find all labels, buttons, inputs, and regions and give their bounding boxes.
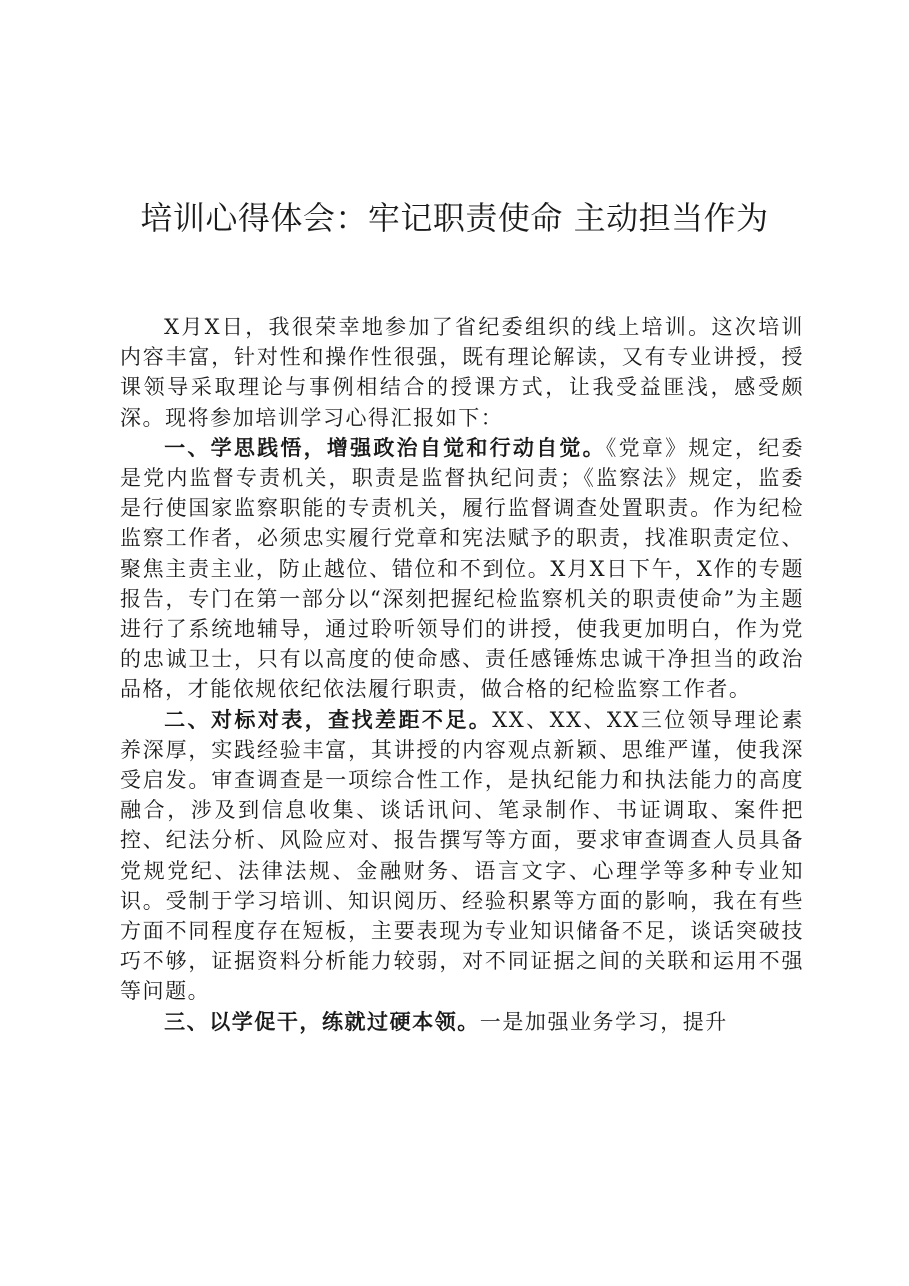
section-body-1: 《党章》规定，纪委是党内监督专责机关，职责是监督执纪问责；《监察法》规定，监委是行使国家监察职能的专责机关，履行监督调查处置职责。作为纪检监察工作者，必须忠实履行党章和宪法赋予的职责，找准职责定位、聚焦主责主业，防止越位、错位和不到位。X月X日下午，X作的专题报告，专门在第一部分以“深刻把握纪检监察机关的职责使命”为主题进行了系统地辅导，通过聆听领导们的讲授，使我更加明白，作为党的忠诚卫士，只有以高度的使命感、责任感锤炼忠诚干净担当的政治品格，才能依规依纪依法履行职责，做合格的纪检监察工作者。 <box>120 435 805 702</box>
section-heading-1: 一、学思践悟，增强政治自觉和行动自觉。 <box>164 434 606 460</box>
intro-paragraph: X月X日，我很荣幸地参加了省纪委组织的线上培训。这次培训内容丰富，针对性和操作性很强，既有理论解读，又有专业讲授，授课领导采取理论与事例相结合的授课方式，让我受益匪浅，感受颇深。现将参加培训学习心得汇报如下： <box>120 315 804 430</box>
document-title: 培训心得体会：牢记职责使命 主动担当作为 <box>140 199 769 237</box>
section-paragraph-2 <box>120 705 804 1007</box>
section-heading-3: 三、以学促干，练就过硬本领。 <box>164 1008 480 1034</box>
section-body-2: XX、XX、XX三位领导理论素养深厚，实践经验丰富，其讲授的内容观点新颖、思维严谨，使我深受启发。审查调查是一项综合性工作，是执纪能力和执法能力的高度融合，涉及到信息收集、谈话讯问、笔录制作、书证调取、案件把控、纪法分析、风险应对、报告撰写等方面，要求审查调查人员具备党规党纪、法律法规、金融财务、语言文字、心理学等多种专业知识。受制于学习培训、知识阅历、经验积累等方面的影响，我在有些方面不同程度存在短板，主要表现为专业知识储备不足，谈话突破技巧不够，证据资料分析能力较弱，对不同证据之间的关联和运用不强等问题。 <box>120 707 805 1004</box>
section-paragraph-3 <box>120 1007 804 1037</box>
section-heading-2: 二、对标对表，查找差距不足。 <box>164 706 493 732</box>
section-paragraph-1 <box>120 433 804 705</box>
section-body-3: 一是加强业务学习，提升 <box>479 1009 728 1034</box>
document-body <box>120 312 804 1037</box>
